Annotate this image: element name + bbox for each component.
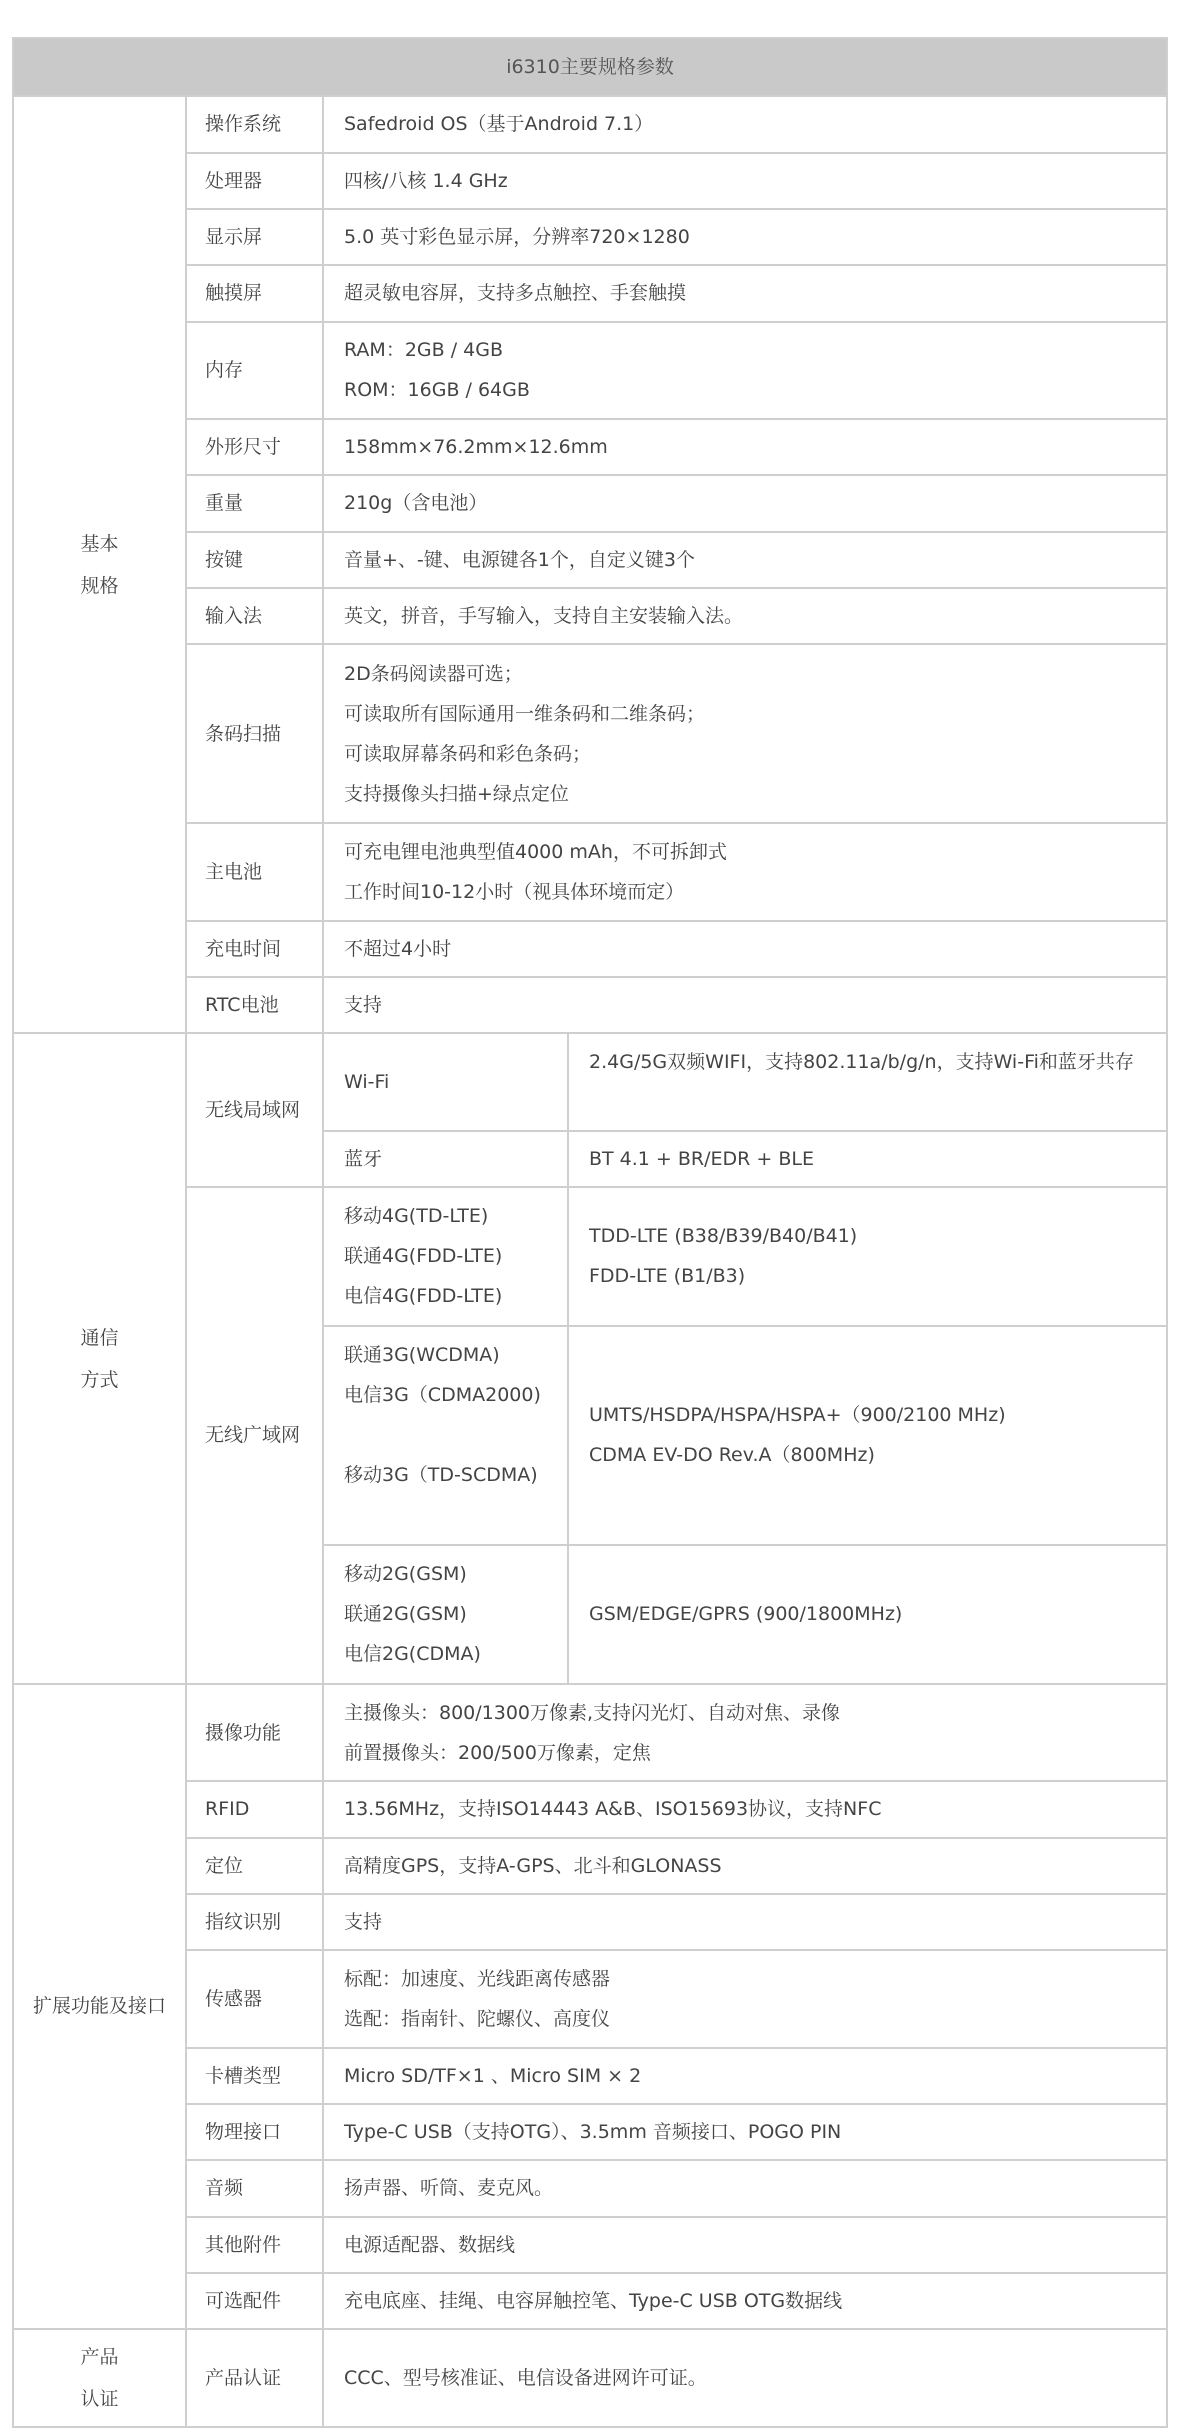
value-line: 2D条码阅读器可选； xyxy=(344,662,523,685)
row-label: 条码扫描 xyxy=(186,644,323,823)
group-cert-line: 认证 xyxy=(80,2388,119,2411)
row-label: 主电池 xyxy=(186,823,323,921)
g3-values xyxy=(568,1326,1167,1545)
row-value: 13.56MHz，支持ISO14443 A&B、ISO15693协议，支持NFC xyxy=(323,1781,1167,1837)
row-label: 内存 xyxy=(186,322,323,420)
table-row xyxy=(13,2104,1167,2160)
g3-names xyxy=(323,1326,568,1545)
row-label: 触摸屏 xyxy=(186,265,323,321)
row-label: 处理器 xyxy=(186,153,323,209)
group-comm-line: 通信 xyxy=(80,1326,119,1349)
row-value: Micro SD/TF×1 、Micro SIM × 2 xyxy=(323,2048,1167,2104)
value-line: 工作时间10-12小时（视具体环境而定） xyxy=(344,880,685,903)
row-value xyxy=(323,644,1167,823)
row-label: RTC电池 xyxy=(186,977,323,1033)
row-value: 英文，拼音，手写输入，支持自主安装输入法。 xyxy=(323,588,1167,644)
table-row xyxy=(13,1684,1167,1782)
table-row xyxy=(13,2273,1167,2329)
row-value xyxy=(323,1950,1167,2048)
table-row xyxy=(13,322,1167,420)
table-row xyxy=(13,823,1167,921)
table-row xyxy=(13,1894,1167,1950)
g4-values xyxy=(568,1187,1167,1326)
row-label: 操作系统 xyxy=(186,96,323,152)
row-value: 音量+、-键、电源键各1个，自定义键3个 xyxy=(323,532,1167,588)
row-label: 显示屏 xyxy=(186,209,323,265)
row-label: 指纹识别 xyxy=(186,1894,323,1950)
row-label: RFID xyxy=(186,1781,323,1837)
row-label: 音频 xyxy=(186,2160,323,2216)
row-label: 外形尺寸 xyxy=(186,419,323,475)
network-name: 电信2G(CDMA) xyxy=(344,1643,481,1666)
row-label: 定位 xyxy=(186,1838,323,1894)
row-label: 按键 xyxy=(186,532,323,588)
table-row xyxy=(13,1033,1167,1131)
g4-names xyxy=(323,1187,568,1326)
row-value: Safedroid OS（基于Android 7.1） xyxy=(323,96,1167,152)
row-label: 输入法 xyxy=(186,588,323,644)
group-cert-line: 产品 xyxy=(80,2346,119,2369)
row-value: 高精度GPS，支持A-GPS、北斗和GLONASS xyxy=(323,1838,1167,1894)
table-row xyxy=(13,2048,1167,2104)
row-label: 卡槽类型 xyxy=(186,2048,323,2104)
table-row xyxy=(13,921,1167,977)
value-line: 前置摄像头：200/500万像素，定焦 xyxy=(344,1741,651,1764)
value-line: 可充电锂电池典型值4000 mAh，不可拆卸式 xyxy=(344,840,727,863)
network-name: 联通2G(GSM) xyxy=(344,1603,467,1626)
row-label-wlan: 无线局域网 xyxy=(186,1033,323,1187)
network-name: 移动4G(TD-LTE) xyxy=(344,1205,489,1228)
table-row xyxy=(13,209,1167,265)
row-value: 5.0 英寸彩色显示屏，分辨率720×1280 xyxy=(323,209,1167,265)
value-line: 支持摄像头扫描+绿点定位 xyxy=(344,782,569,805)
network-band: CDMA EV-DO Rev.A（800MHz) xyxy=(589,1444,875,1467)
bt-name: 蓝牙 xyxy=(323,1131,568,1187)
group-basic-line: 规格 xyxy=(80,574,119,597)
group-cert xyxy=(13,2329,186,2427)
row-value: 支持 xyxy=(323,1894,1167,1950)
bt-value: BT 4.1 + BR/EDR + BLE xyxy=(568,1131,1167,1187)
row-value: 210g（含电池） xyxy=(323,475,1167,531)
row-label: 产品认证 xyxy=(186,2329,323,2427)
row-value: CCC、型号核准证、电信设备进网许可证。 xyxy=(323,2329,1167,2427)
table-row xyxy=(13,2160,1167,2216)
row-value: 四核/八核 1.4 GHz xyxy=(323,153,1167,209)
row-value: Type-C USB（支持OTG）、3.5mm 音频接口、POGO PIN xyxy=(323,2104,1167,2160)
network-band: TDD-LTE (B38/B39/B40/B41) xyxy=(589,1225,858,1248)
row-label: 摄像功能 xyxy=(186,1684,323,1782)
value-line: 标配：加速度、光线距离传感器 xyxy=(344,1967,611,1990)
row-label: 传感器 xyxy=(186,1950,323,2048)
table-row xyxy=(13,1838,1167,1894)
table-title-row xyxy=(13,38,1167,96)
spec-table xyxy=(12,37,1168,2428)
table-row xyxy=(13,977,1167,1033)
row-label: 物理接口 xyxy=(186,2104,323,2160)
row-value: 不超过4小时 xyxy=(323,921,1167,977)
table-row xyxy=(13,1950,1167,2048)
table-row xyxy=(13,1781,1167,1837)
group-comm-line: 方式 xyxy=(80,1368,119,1391)
network-name: 联通3G(WCDMA) xyxy=(344,1343,500,1366)
row-label: 可选配件 xyxy=(186,2273,323,2329)
network-name: 移动2G(GSM) xyxy=(344,1563,467,1586)
network-name: 电信3G（CDMA2000) xyxy=(344,1383,541,1406)
value-line: 可读取所有国际通用一维条码和二维条码； xyxy=(344,702,706,725)
row-value xyxy=(323,1684,1167,1782)
row-value: 扬声器、听筒、麦克风。 xyxy=(323,2160,1167,2216)
row-value: 158mm×76.2mm×12.6mm xyxy=(323,419,1167,475)
row-value: 充电底座、挂绳、电容屏触控笔、Type-C USB OTG数据线 xyxy=(323,2273,1167,2329)
table-row xyxy=(13,2217,1167,2273)
group-comm xyxy=(13,1033,186,1684)
value-line: 主摄像头：800/1300万像素,支持闪光灯、自动对焦、录像 xyxy=(344,1701,841,1724)
wifi-name: Wi-Fi xyxy=(323,1033,568,1131)
table-row xyxy=(13,153,1167,209)
row-value: 电源适配器、数据线 xyxy=(323,2217,1167,2273)
wifi-value: 2.4G/5G双频WIFI，支持802.11a/b/g/n，支持Wi-Fi和蓝牙共存 xyxy=(568,1033,1167,1131)
table-row xyxy=(13,265,1167,321)
table-row xyxy=(13,2329,1167,2427)
table-row xyxy=(13,532,1167,588)
value-line: RAM：2GB / 4GB xyxy=(344,339,503,362)
row-label: 其他附件 xyxy=(186,2217,323,2273)
row-label: 充电时间 xyxy=(186,921,323,977)
network-name: 联通4G(FDD-LTE) xyxy=(344,1245,503,1268)
g2-values: GSM/EDGE/GPRS (900/1800MHz) xyxy=(568,1545,1167,1684)
group-basic xyxy=(13,96,186,1033)
g2-names xyxy=(323,1545,568,1684)
value-line: 选配：指南针、陀螺仪、高度仪 xyxy=(344,2007,611,2030)
network-band: FDD-LTE (B1/B3) xyxy=(589,1265,746,1288)
network-band: UMTS/HSDPA/HSPA/HSPA+（900/2100 MHz) xyxy=(589,1404,1006,1427)
table-row xyxy=(13,644,1167,823)
row-value xyxy=(323,322,1167,420)
spacer xyxy=(344,1415,567,1455)
row-label-wwan: 无线广域网 xyxy=(186,1187,323,1684)
network-name: 电信4G(FDD-LTE) xyxy=(344,1285,503,1308)
row-value: 超灵敏电容屏，支持多点触控、手套触摸 xyxy=(323,265,1167,321)
table-row xyxy=(13,588,1167,644)
value-line: ROM：16GB / 64GB xyxy=(344,379,530,402)
row-value: 支持 xyxy=(323,977,1167,1033)
group-ext: 扩展功能及接口 xyxy=(13,1684,186,2329)
table-row xyxy=(13,1187,1167,1326)
value-line: 可读取屏幕条码和彩色条码； xyxy=(344,742,592,765)
row-value xyxy=(323,823,1167,921)
network-name: 移动3G（TD-SCDMA) xyxy=(344,1463,538,1486)
table-row xyxy=(13,475,1167,531)
table-row xyxy=(13,96,1167,152)
table-row xyxy=(13,419,1167,475)
row-label: 重量 xyxy=(186,475,323,531)
table-title: i6310主要规格参数 xyxy=(13,38,1167,96)
group-basic-line: 基本 xyxy=(80,532,119,555)
